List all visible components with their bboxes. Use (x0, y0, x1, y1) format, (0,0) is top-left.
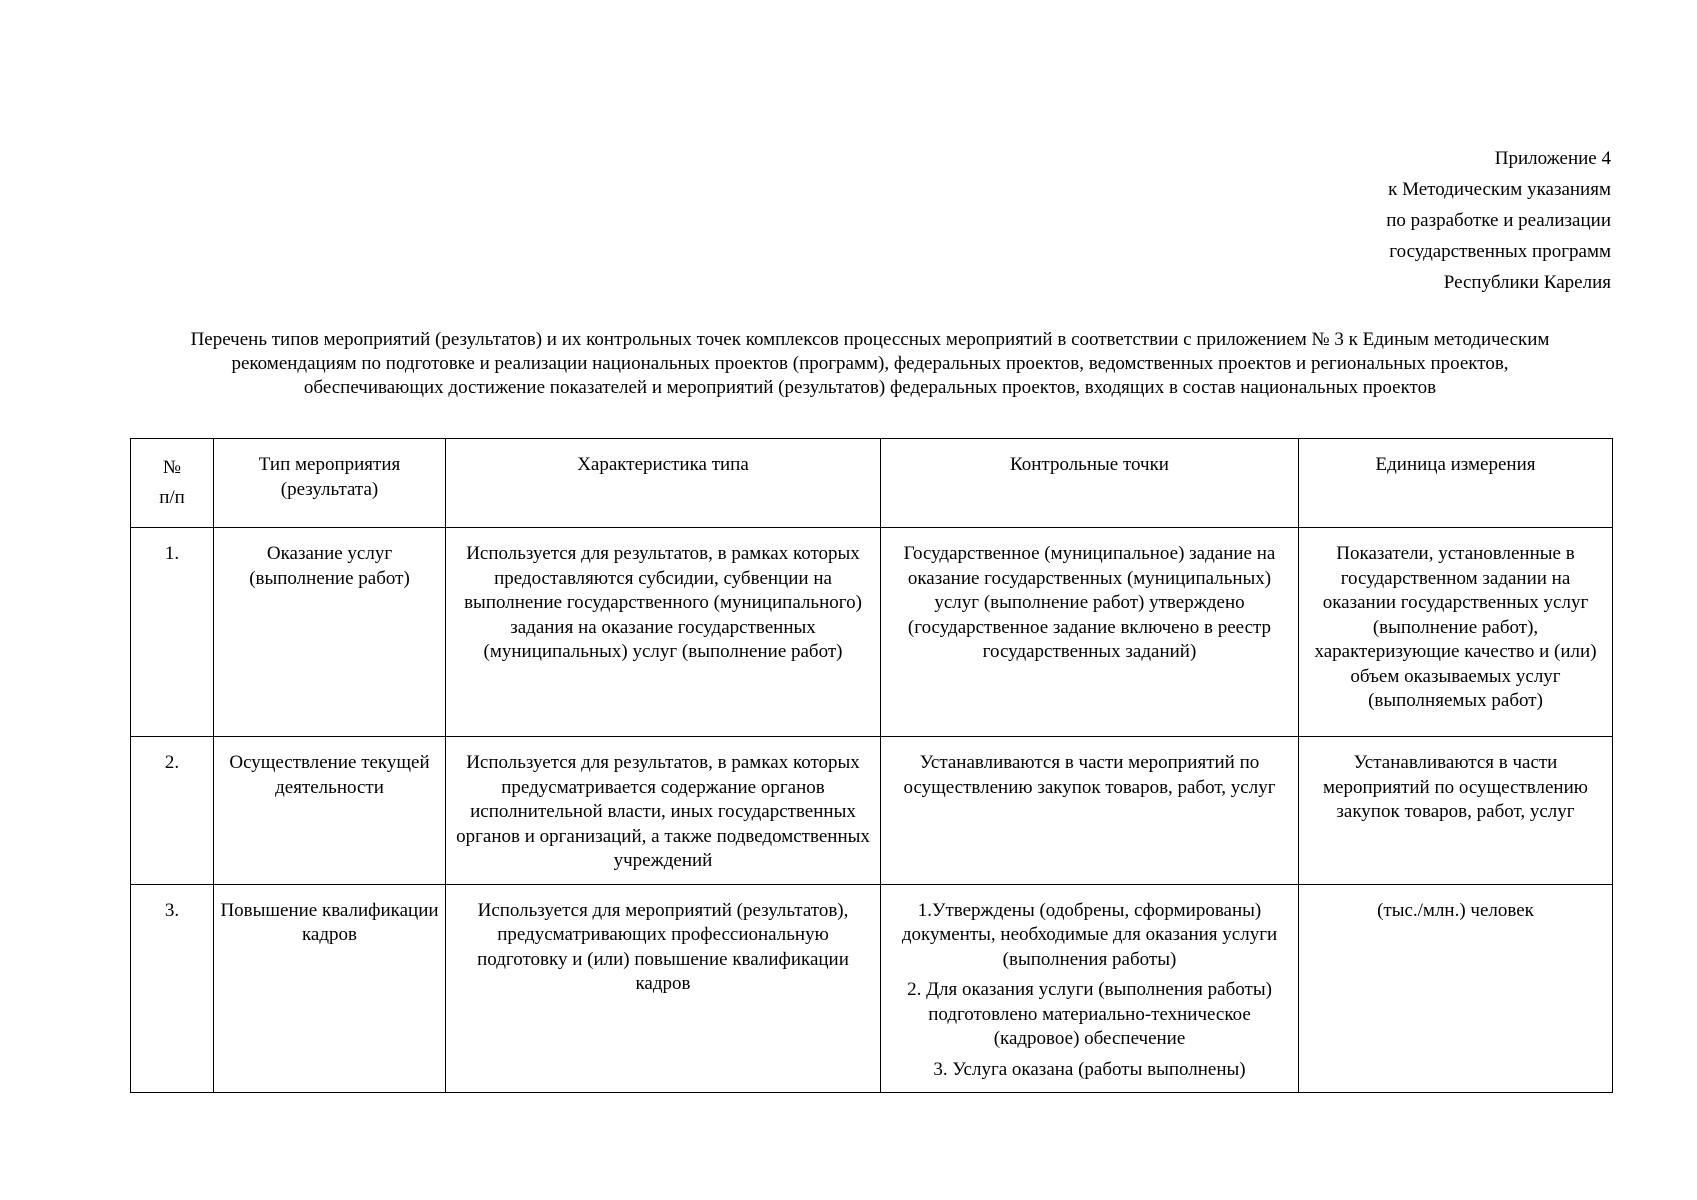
appendix-line: по разработке и реализации (1386, 210, 1611, 231)
cell-num: 3. (131, 884, 214, 1093)
cell-unit: Показатели, установленные в государственном задании на оказании государственных услуг (выполнение работ), характеризующие качество и (или) объем оказываемых услуг (выполняемых работ) (1299, 528, 1613, 737)
header-characteristic: Характеристика типа (446, 439, 881, 528)
appendix-heading (1191, 143, 1611, 298)
table-row (131, 528, 1613, 737)
cell-num: 1. (131, 528, 214, 737)
cell-checkpoints (881, 884, 1299, 1093)
header-checkpoints: Контрольные точки (881, 439, 1299, 528)
cell-type: Повышение квалификации кадров (214, 884, 446, 1093)
appendix-line: Приложение 4 (1494, 148, 1611, 169)
appendix-line: к Методическим указаниям (1388, 179, 1611, 200)
checkpoint-item: Устанавливаются в части мероприятий по осуществлению закупок товаров, работ, услуг (903, 752, 1276, 798)
header-unit: Единица измерения (1299, 439, 1613, 528)
checkpoint-item: Государственное (муниципальное) задание на оказание государственных (муниципальных) услуг (выполнение работ) утверждено (государственное задание включено в реестр государственных заданий) (903, 543, 1276, 662)
document-title (130, 328, 1610, 400)
checkpoint-item: 1.Утверждены (одобрены, сформированы) документы, необходимые для оказания услуги (выполнения работы) (901, 899, 1278, 970)
cell-type: Осуществление текущей деятельности (214, 737, 446, 885)
cell-num: 2. (131, 737, 214, 885)
title-line: обеспечивающих достижение показателей и мероприятий (результатов) федеральных проектов, входящих в состав национальных проектов (303, 377, 1437, 398)
event-types-table (130, 438, 1613, 1093)
cell-characteristic: Используется для мероприятий (результатов), предусматривающих профессиональную подготовку и (или) повышение квалификации кадров (446, 884, 881, 1093)
cell-unit: Устанавливаются в части мероприятий по осуществлению закупок товаров, работ, услуг (1299, 737, 1613, 885)
appendix-line: государственных программ (1389, 241, 1611, 262)
checkpoint-item: 2. Для оказания услуги (выполнения работы) подготовлено материально-техническое (кадровое) обеспечение (907, 979, 1272, 1049)
header-num-line: п/п (159, 487, 185, 508)
cell-characteristic: Используется для результатов, в рамках которых предоставляются субсидии, субвенции на выполнение государственного (муниципального) задания на оказание государственных (муниципальных) услуг (выполнение работ) (446, 528, 881, 737)
cell-type: Оказание услуг (выполнение работ) (214, 528, 446, 737)
table-header-row (131, 439, 1613, 528)
appendix-line: Республики Карелия (1443, 272, 1611, 293)
header-num-line: № (162, 457, 182, 478)
cell-characteristic: Используется для результатов, в рамках которых предусматривается содержание органов исполнительной власти, иных государственных органов и организаций, а также подведомственных учреждений (446, 737, 881, 885)
table-row (131, 884, 1613, 1093)
title-line: Перечень типов мероприятий (результатов) и их контрольных точек комплексов процессных мероприятий в соответствии с приложением № 3 к Единым методическим (190, 329, 1550, 350)
cell-checkpoints (881, 737, 1299, 885)
cell-checkpoints (881, 528, 1299, 737)
header-type: Тип мероприятия (результата) (214, 439, 446, 528)
checkpoint-item: 3. Услуга оказана (работы выполнены) (933, 1058, 1246, 1080)
header-num (131, 439, 214, 528)
table-row (131, 737, 1613, 885)
cell-unit: (тыс./млн.) человек (1299, 884, 1613, 1093)
title-line: рекомендациям по подготовке и реализации национальных проектов (программ), федеральных проектов, ведомственных проектов и региональных проектов, (231, 353, 1509, 374)
